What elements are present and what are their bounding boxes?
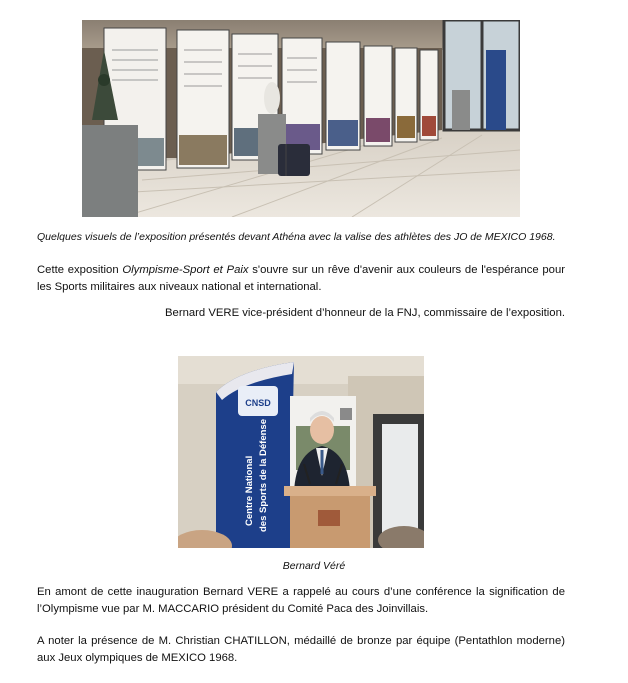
- banner-text-line1: Centre National: [244, 455, 255, 526]
- signature-line: Bernard VERE vice-président d’honneur de la FNJ, commissaire de l’exposition.: [165, 307, 565, 319]
- exhibition-photo: [82, 20, 520, 217]
- paragraph-text: s'ouvre sur un rêve d'avenir aux couleurs de l'espérance pour les Sports militaires aux niveaux national et international.: [37, 264, 566, 293]
- exhibition-title: Olympisme-Sport et Paix: [122, 264, 249, 276]
- banner-text-line2: des Sports de la Défense: [258, 419, 269, 532]
- speaker-photo-image: [178, 356, 424, 548]
- exhibition-photo-caption: Quelques visuels de l’exposition présentés devant Athéna avec la valise des athlètes des JO de MEXICO 1968.: [37, 231, 556, 243]
- paragraph-exhibition-intro: [37, 262, 565, 296]
- paragraph-conference: En amont de cette inauguration Bernard VERE a rappelé au cours d’une conférence la signification de l’Olympisme vue par M. MACCARIO président du Comité Paca des Joinvillais.: [37, 586, 565, 615]
- speaker-photo: [178, 356, 424, 548]
- paragraph-attendance: A noter la présence de M. Christian CHATILLON, médaillé de bronze par équipe (Pentathlon moderne) aux Jeux olympiques de MEXICO 1968.: [37, 635, 565, 664]
- speaker-photo-caption: Bernard Véré: [282, 560, 346, 572]
- paragraph-text: Cette exposition: [37, 264, 123, 276]
- banner-logo: CNSD: [245, 398, 271, 408]
- exhibition-photo-image: [82, 20, 520, 217]
